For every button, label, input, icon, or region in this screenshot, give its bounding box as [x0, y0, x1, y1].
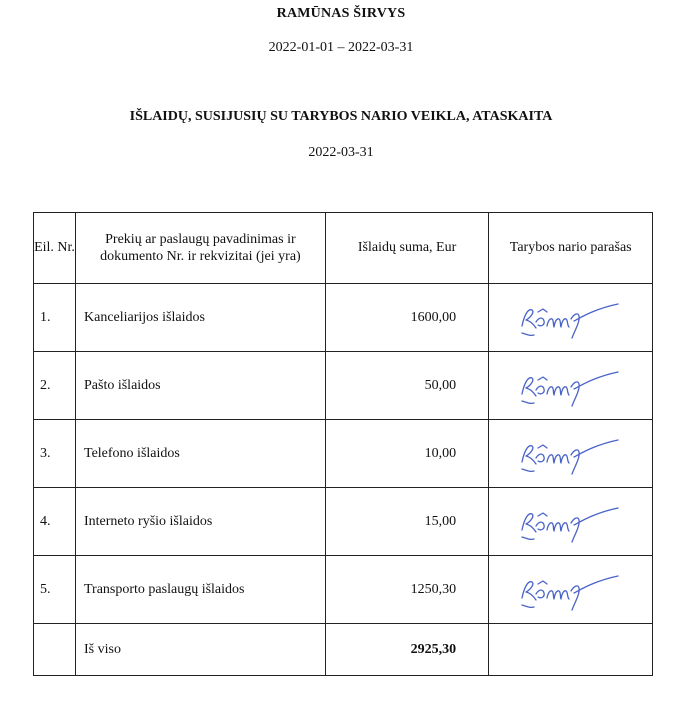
row-sum: 10,00: [325, 420, 489, 488]
row-signature: [489, 556, 653, 624]
row-signature: [489, 352, 653, 420]
signature-image: [489, 432, 652, 476]
row-name: Kanceliarijos išlaidos: [76, 284, 326, 352]
report-period: 2022-01-01 – 2022-03-31: [268, 40, 414, 55]
table-row: [34, 488, 653, 556]
row-sum: 50,00: [325, 352, 489, 420]
signature-image: [489, 364, 652, 408]
signature-image: [489, 568, 652, 612]
signature-image: [489, 500, 652, 544]
row-name: Transporto paslaugų išlaidos: [76, 556, 326, 624]
row-nr: 5.: [34, 556, 76, 624]
table-row: [34, 420, 653, 488]
header-nr: Eil. Nr.: [34, 213, 76, 284]
table-row: [34, 556, 653, 624]
row-nr: 3.: [34, 420, 76, 488]
row-nr: 4.: [34, 488, 76, 556]
row-signature: [489, 420, 653, 488]
signature-image: [489, 296, 652, 340]
expense-table: [33, 212, 653, 676]
header-signature: Tarybos nario parašas: [489, 213, 653, 284]
total-row: [34, 624, 653, 676]
document-author: RAMŪNAS ŠIRVYS: [276, 6, 406, 21]
row-name: Telefono išlaidos: [76, 420, 326, 488]
table-row: [34, 352, 653, 420]
row-nr: 1.: [34, 284, 76, 352]
header-name: Prekių ar paslaugų pavadinimas ir dokumento Nr. ir rekvizitai (jei yra): [76, 213, 326, 284]
row-name: Pašto išlaidos: [76, 352, 326, 420]
row-sum: 15,00: [325, 488, 489, 556]
total-signature-cell: [489, 624, 653, 676]
header-sum: Išlaidų suma, Eur: [325, 213, 489, 284]
table-row: [34, 284, 653, 352]
total-sum: 2925,30: [325, 624, 489, 676]
row-signature: [489, 284, 653, 352]
row-signature: [489, 488, 653, 556]
total-label: Iš viso: [76, 624, 326, 676]
row-name: Interneto ryšio išlaidos: [76, 488, 326, 556]
table-header-row: [34, 213, 653, 284]
row-nr: 2.: [34, 352, 76, 420]
row-sum: 1250,30: [325, 556, 489, 624]
document-title: IŠLAIDŲ, SUSIJUSIŲ SU TARYBOS NARIO VEIKLA, ATASKAITA: [129, 109, 553, 124]
document-date: 2022-03-31: [308, 145, 374, 160]
row-sum: 1600,00: [325, 284, 489, 352]
total-nr-cell: [34, 624, 76, 676]
